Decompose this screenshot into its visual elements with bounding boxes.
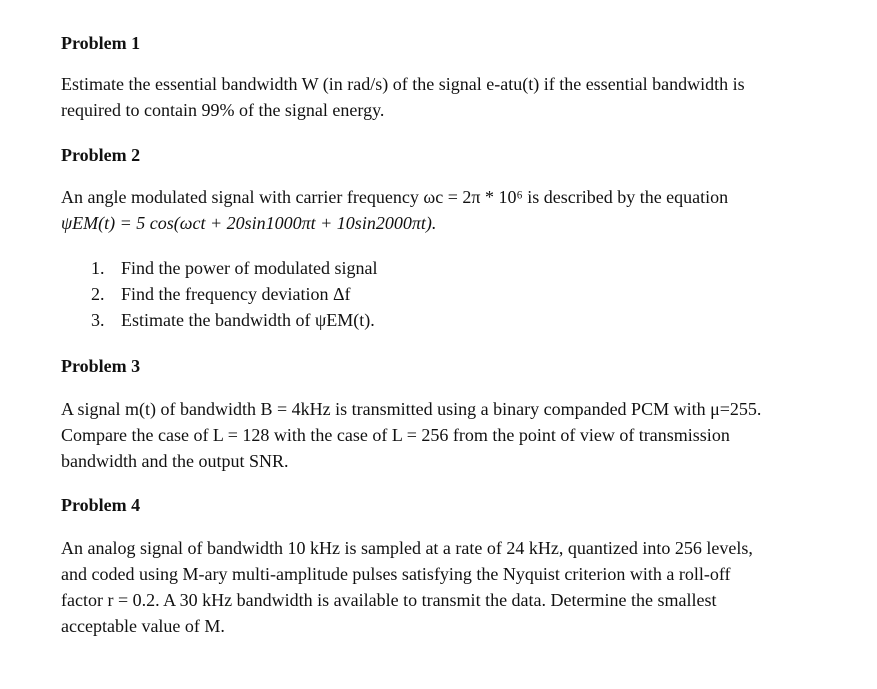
problem-2-list [91, 255, 377, 333]
problem-3-text [61, 396, 851, 474]
problem-2-line-1: An angle modulated signal with carrier frequency ωc = 2π * 10⁶ is described by the equation [61, 187, 729, 207]
list-item [91, 307, 377, 333]
list-item-number: 3. [91, 310, 105, 330]
list-item-text: Estimate the bandwidth of ψEM(t). [121, 310, 375, 330]
list-item [91, 255, 377, 281]
list-item-number: 2. [91, 284, 105, 304]
list-item [91, 281, 377, 307]
list-item-text: Find the power of modulated signal [121, 258, 378, 278]
problem-2-heading: Problem 2 [61, 145, 141, 165]
list-item-text: Find the frequency deviation Δf [121, 284, 351, 304]
list-item-number: 1. [91, 258, 105, 278]
problem-4-line-3: factor r = 0.2. A 30 kHz bandwidth is available to transmit the data. Determine the smallest [61, 590, 717, 610]
problem-1-text [61, 71, 851, 123]
problem-1-heading: Problem 1 [61, 33, 141, 53]
problem-3-line-2: Compare the case of L = 128 with the case of L = 256 from the point of view of transmission [61, 425, 730, 445]
problem-2-text [61, 184, 851, 236]
problem-1-line-1: Estimate the essential bandwidth W (in rad/s) of the signal e-atu(t) if the essential bandwidth is [61, 74, 745, 94]
problem-3-heading: Problem 3 [61, 356, 141, 376]
problem-3-line-1: A signal m(t) of bandwidth B = 4kHz is transmitted using a binary companded PCM with μ=255. [61, 399, 762, 419]
problem-2-equation: ψEM(t) = 5 cos(ωct + 20sin1000πt + 10sin2000πt). [61, 213, 437, 233]
problem-4-line-1: An analog signal of bandwidth 10 kHz is sampled at a rate of 24 kHz, quantized into 256 levels, [61, 538, 753, 558]
problem-4-line-2: and coded using M-ary multi-amplitude pulses satisfying the Nyquist criterion with a roll-off [61, 564, 731, 584]
problem-4-heading: Problem 4 [61, 495, 141, 515]
problem-4-text [61, 535, 851, 639]
problem-1-line-2: required to contain 99% of the signal energy. [61, 100, 385, 120]
problem-4-line-4: acceptable value of M. [61, 616, 225, 636]
problem-3-line-3: bandwidth and the output SNR. [61, 451, 289, 471]
